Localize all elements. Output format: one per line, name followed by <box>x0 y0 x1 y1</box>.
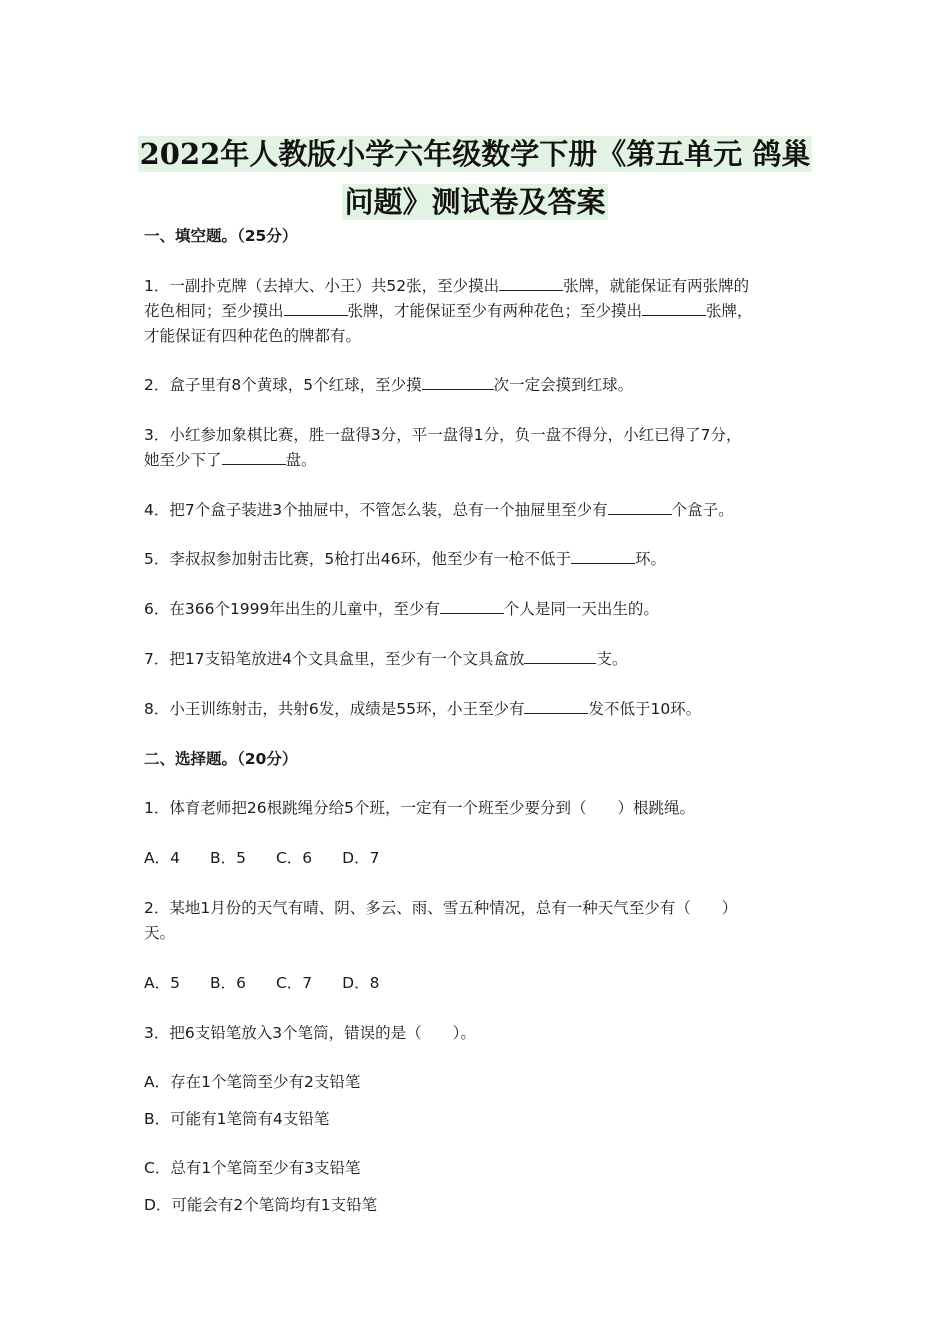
option-b: B．5 <box>209 849 246 867</box>
question-4: 4．把7个盒子装进3个抽屉中，不管怎么装，总有一个抽屉里至少有 个盒子。 <box>144 497 734 523</box>
answer-blank <box>284 299 348 316</box>
section-heading-fill-in: 一、填空题。（25分） <box>144 227 298 245</box>
option-c: C．6 <box>275 849 313 867</box>
choice-question-2-line-2: 天。 <box>144 924 176 942</box>
answer-blank <box>524 647 596 664</box>
option-b: B．可能有1笔筒有4支铅笔 <box>144 1110 330 1128</box>
question-6: 6．在366个1999年出生的儿童中，至少有 个人是同一天出生的。 <box>144 596 659 622</box>
question-1-line-3: 才能保证有四种花色的牌都有。 <box>144 327 362 345</box>
option-d: D．7 <box>342 849 380 867</box>
choice-question-3: 3．把6支铅笔放入3个笔筒，错误的是（ ）。 <box>144 1024 476 1042</box>
answer-blank <box>571 547 635 564</box>
option-a: A．5 <box>144 974 180 992</box>
choice-question-1: 1．体育老师把26根跳绳分给5个班，一定有一个班至少要分到（ ）根跳绳。 <box>144 799 695 817</box>
option-d: D．8 <box>342 974 380 992</box>
choice-question-2-line-1: 2．某地1月份的天气有晴、阴、多云、雨、雪五种情况，总有一种天气至少有（ ） <box>144 899 738 917</box>
choice-question-2-options <box>144 970 409 996</box>
answer-blank <box>440 597 504 614</box>
section-heading-multiple-choice: 二、选择题。（20分） <box>144 750 298 768</box>
document-title-line-2: 问题》测试卷及答案 <box>344 185 606 219</box>
answer-blank <box>422 373 494 390</box>
answer-blank <box>608 498 672 515</box>
option-c: C．总有1个笔筒至少有3支铅笔 <box>144 1159 361 1177</box>
option-a: A．4 <box>144 849 180 867</box>
question-8: 8．小王训练射击，共射6发，成绩是55环，小王至少有 发不低于10环。 <box>144 696 701 722</box>
document-title-line-1: 2022年人教版小学六年级数学下册《第五单元 鸽巢 <box>139 137 811 171</box>
option-c: C．7 <box>275 974 313 992</box>
option-b: B．6 <box>209 974 246 992</box>
answer-blank <box>222 448 286 465</box>
option-d: D．可能会有2个笔筒均有1支铅笔 <box>144 1196 378 1214</box>
answer-blank <box>499 274 563 291</box>
option-a: A．存在1个笔筒至少有2支铅笔 <box>144 1073 361 1091</box>
question-3-line-2: 她至少下了 盘。 <box>144 447 317 473</box>
answer-blank <box>524 697 588 714</box>
question-3-line-1: 3．小红参加象棋比赛，胜一盘得3分，平一盘得1分，负一盘不得分，小红已得了7分， <box>144 426 742 444</box>
question-2: 2．盒子里有8个黄球，5个红球，至少摸 次一定会摸到红球。 <box>144 372 633 398</box>
choice-question-1-options <box>144 845 409 871</box>
answer-blank <box>642 299 706 316</box>
question-7: 7．把17支铅笔放进4个文具盒里，至少有一个文具盒放 支。 <box>144 646 627 672</box>
question-5: 5．李叔叔参加射击比赛，5枪打出46环，他至少有一枪不低于 环。 <box>144 546 666 572</box>
question-1-line-2: 花色相同；至少摸出 张牌，才能保证至少有两种花色；至少摸出 张牌， <box>144 298 753 324</box>
question-1-line-1: 1．一副扑克牌（去掉大、小王）共52张，至少摸出 张牌，就能保证有两张牌的 <box>144 273 749 299</box>
